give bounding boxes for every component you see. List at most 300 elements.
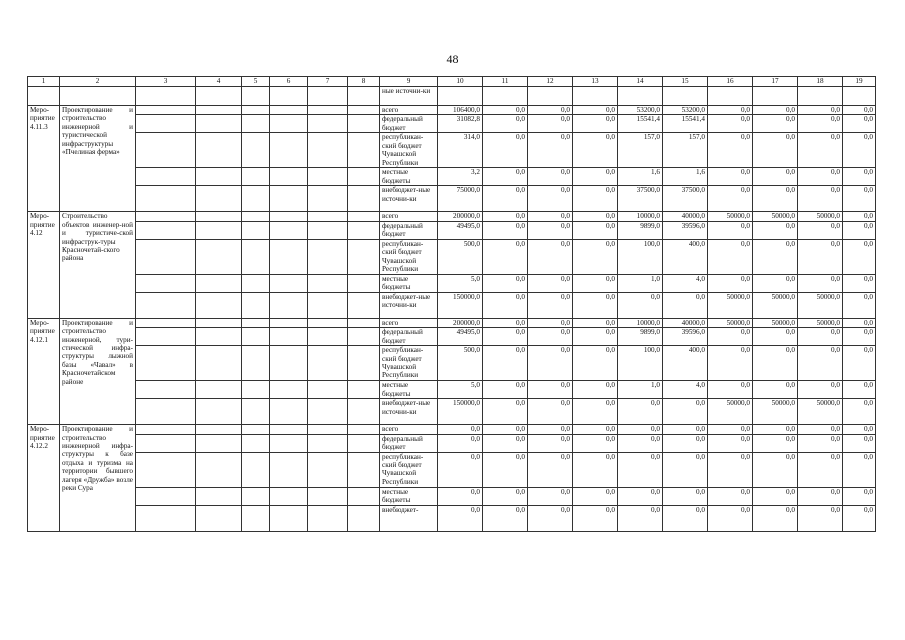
empty-cell [348, 239, 380, 274]
value-cell: 0,0 [528, 425, 573, 434]
value-cell: 40000,0 [663, 318, 708, 327]
empty-cell [242, 505, 270, 531]
activity-name-cell: Проектирование и строительство инженерной, тури-стической инфра-структуры лыжной базы «Чавал» в Красночетайском районе [60, 318, 136, 424]
empty-cell [308, 452, 348, 487]
column-number-cell: 12 [528, 77, 573, 87]
value-cell: 0,0 [843, 133, 876, 168]
value-cell: 0,0 [843, 221, 876, 239]
value-cell: 50000,0 [798, 212, 843, 221]
value-cell: 0,0 [798, 186, 843, 212]
value-cell: 0,0 [573, 505, 618, 531]
value-cell: 0,0 [798, 133, 843, 168]
value-cell: 0,0 [483, 381, 528, 399]
column-number-cell: 16 [708, 77, 753, 87]
value-cell [708, 87, 753, 106]
value-cell: 31082,8 [438, 115, 483, 133]
empty-cell [270, 106, 308, 115]
value-cell: 0,0 [528, 399, 573, 425]
empty-cell [242, 487, 270, 505]
empty-cell [348, 328, 380, 346]
funding-source-cell: республикан-ский бюджет Чувашской Республики [380, 346, 438, 381]
value-cell: 0,0 [753, 452, 798, 487]
empty-cell [270, 399, 308, 425]
value-cell: 53200,0 [663, 106, 708, 115]
funding-source-cell: местные бюджеты [380, 168, 438, 186]
value-cell: 37500,0 [663, 186, 708, 212]
value-cell [843, 87, 876, 106]
funding-source-cell: федеральный бюджет [380, 221, 438, 239]
value-cell: 0,0 [483, 487, 528, 505]
value-cell: 0,0 [438, 434, 483, 452]
value-cell: 0,0 [528, 221, 573, 239]
value-cell: 0,0 [798, 106, 843, 115]
value-cell: 0,0 [573, 239, 618, 274]
value-cell: 5,0 [438, 274, 483, 292]
value-cell: 0,0 [708, 381, 753, 399]
column-number-cell: 14 [618, 77, 663, 87]
empty-cell [270, 168, 308, 186]
value-cell: 0,0 [798, 434, 843, 452]
value-cell [798, 87, 843, 106]
value-cell [663, 87, 708, 106]
empty-cell [348, 487, 380, 505]
empty-cell [348, 106, 380, 115]
empty-cell [196, 106, 242, 115]
funding-source-cell: внебюджет- [380, 505, 438, 531]
value-cell: 0,0 [573, 487, 618, 505]
empty-cell [270, 346, 308, 381]
value-cell: 0,0 [573, 292, 618, 318]
empty-cell [308, 505, 348, 531]
value-cell [438, 87, 483, 106]
column-number-row [28, 77, 876, 87]
value-cell: 0,0 [843, 115, 876, 133]
empty-cell [348, 221, 380, 239]
funding-source-cell: республикан-ский бюджет Чувашской Республики [380, 133, 438, 168]
empty-cell [270, 434, 308, 452]
value-cell: 50000,0 [708, 212, 753, 221]
value-cell: 0,0 [708, 133, 753, 168]
empty-cell [270, 452, 308, 487]
empty-cell [242, 133, 270, 168]
column-number-cell: 1 [28, 77, 60, 87]
empty-cell [136, 274, 196, 292]
value-cell: 5,0 [438, 381, 483, 399]
empty-cell [196, 168, 242, 186]
value-cell: 150000,0 [438, 399, 483, 425]
empty-cell [270, 133, 308, 168]
column-number-cell: 10 [438, 77, 483, 87]
table-row [28, 346, 876, 381]
value-cell: 0,0 [528, 505, 573, 531]
empty-cell [242, 212, 270, 221]
table-row [28, 487, 876, 505]
value-cell: 0,0 [483, 318, 528, 327]
value-cell: 50000,0 [798, 292, 843, 318]
value-cell: 100,0 [618, 239, 663, 274]
value-cell: 0,0 [843, 434, 876, 452]
empty-cell [348, 212, 380, 221]
value-cell: 0,0 [483, 186, 528, 212]
empty-cell [196, 452, 242, 487]
column-number-cell: 2 [60, 77, 136, 87]
value-cell: 0,0 [528, 292, 573, 318]
value-cell: 0,0 [483, 434, 528, 452]
funding-source-cell: внебюджет-ные источни-ки [380, 292, 438, 318]
value-cell: 0,0 [483, 328, 528, 346]
empty-cell [270, 186, 308, 212]
empty-cell [196, 346, 242, 381]
empty-cell [348, 452, 380, 487]
table-row [28, 221, 876, 239]
empty-cell [242, 381, 270, 399]
value-cell: 0,0 [798, 381, 843, 399]
value-cell: 10000,0 [618, 212, 663, 221]
value-cell: 0,0 [708, 346, 753, 381]
value-cell [528, 87, 573, 106]
value-cell: 0,0 [843, 381, 876, 399]
table-row [28, 168, 876, 186]
empty-cell [136, 239, 196, 274]
empty-cell [136, 452, 196, 487]
value-cell: 0,0 [843, 328, 876, 346]
empty-cell [308, 221, 348, 239]
empty-cell [348, 434, 380, 452]
value-cell: 0,0 [483, 346, 528, 381]
empty-cell [270, 425, 308, 434]
value-cell: 314,0 [438, 133, 483, 168]
value-cell: 0,0 [708, 221, 753, 239]
empty-cell [136, 115, 196, 133]
value-cell: 4,0 [663, 274, 708, 292]
value-cell: 0,0 [798, 274, 843, 292]
column-number-cell: 8 [348, 77, 380, 87]
value-cell: 0,0 [663, 434, 708, 452]
empty-cell [270, 328, 308, 346]
value-cell: 157,0 [663, 133, 708, 168]
empty-cell [136, 186, 196, 212]
value-cell: 0,0 [573, 274, 618, 292]
value-cell: 0,0 [528, 381, 573, 399]
empty-cell [242, 292, 270, 318]
empty-cell [242, 399, 270, 425]
value-cell: 0,0 [843, 186, 876, 212]
value-cell: 157,0 [618, 133, 663, 168]
column-number-cell: 3 [136, 77, 196, 87]
table-row [28, 452, 876, 487]
value-cell: 0,0 [618, 292, 663, 318]
value-cell: 0,0 [528, 106, 573, 115]
empty-cell [242, 434, 270, 452]
value-cell: 0,0 [708, 452, 753, 487]
value-cell: 0,0 [708, 425, 753, 434]
value-cell: 0,0 [753, 133, 798, 168]
value-cell: 0,0 [753, 434, 798, 452]
value-cell [573, 87, 618, 106]
value-cell: 0,0 [618, 452, 663, 487]
value-cell: 0,0 [573, 381, 618, 399]
value-cell: 0,0 [843, 239, 876, 274]
empty-cell [270, 239, 308, 274]
value-cell: 0,0 [843, 212, 876, 221]
empty-cell [196, 425, 242, 434]
empty-cell [308, 425, 348, 434]
table-row [28, 505, 876, 531]
value-cell: 0,0 [483, 168, 528, 186]
value-cell: 50000,0 [798, 318, 843, 327]
value-cell: 0,0 [798, 221, 843, 239]
empty-cell [270, 115, 308, 133]
empty-cell [196, 399, 242, 425]
value-cell: 0,0 [618, 505, 663, 531]
empty-cell [242, 87, 270, 106]
value-cell: 0,0 [798, 115, 843, 133]
value-cell: 0,0 [663, 452, 708, 487]
column-number-cell: 7 [308, 77, 348, 87]
value-cell: 0,0 [573, 106, 618, 115]
value-cell: 0,0 [753, 115, 798, 133]
table-row [28, 328, 876, 346]
empty-cell [242, 452, 270, 487]
funding-source-cell: федеральный бюджет [380, 328, 438, 346]
value-cell: 0,0 [708, 168, 753, 186]
value-cell: 0,0 [753, 328, 798, 346]
value-cell: 0,0 [573, 133, 618, 168]
value-cell: 0,0 [843, 487, 876, 505]
value-cell: 0,0 [843, 318, 876, 327]
value-cell: 0,0 [573, 168, 618, 186]
value-cell: 0,0 [708, 239, 753, 274]
empty-cell [136, 106, 196, 115]
empty-cell [348, 87, 380, 106]
empty-cell [196, 133, 242, 168]
empty-cell [348, 115, 380, 133]
value-cell: 0,0 [753, 381, 798, 399]
value-cell: 0,0 [753, 168, 798, 186]
value-cell: 0,0 [843, 168, 876, 186]
funding-source-cell: всего [380, 212, 438, 221]
value-cell: 0,0 [483, 106, 528, 115]
value-cell: 0,0 [483, 292, 528, 318]
empty-cell [242, 221, 270, 239]
empty-cell [308, 434, 348, 452]
empty-cell [242, 239, 270, 274]
value-cell: 40000,0 [663, 212, 708, 221]
value-cell: 0,0 [618, 399, 663, 425]
value-cell: 0,0 [843, 106, 876, 115]
column-number-cell: 5 [242, 77, 270, 87]
activity-code-cell: Меро-приятие 4.12 [28, 212, 60, 318]
empty-cell [348, 425, 380, 434]
value-cell: 0,0 [843, 399, 876, 425]
empty-cell [308, 318, 348, 327]
empty-cell [60, 87, 136, 106]
empty-cell [242, 425, 270, 434]
table-row [28, 425, 876, 434]
funding-source-cell: местные бюджеты [380, 381, 438, 399]
empty-cell [270, 274, 308, 292]
empty-cell [308, 212, 348, 221]
value-cell: 0,0 [753, 505, 798, 531]
value-cell: 10000,0 [618, 318, 663, 327]
empty-cell [308, 381, 348, 399]
value-cell: 0,0 [573, 346, 618, 381]
empty-cell [308, 274, 348, 292]
empty-cell [308, 87, 348, 106]
value-cell: 39596,0 [663, 328, 708, 346]
value-cell: 0,0 [528, 487, 573, 505]
value-cell: 50000,0 [708, 399, 753, 425]
empty-cell [136, 425, 196, 434]
empty-cell [242, 274, 270, 292]
empty-cell [136, 221, 196, 239]
empty-cell [348, 186, 380, 212]
column-number-cell: 19 [843, 77, 876, 87]
value-cell: 9899,0 [618, 221, 663, 239]
value-cell: 0,0 [798, 487, 843, 505]
funding-source-cell: всего [380, 425, 438, 434]
empty-cell [270, 487, 308, 505]
empty-cell [308, 487, 348, 505]
value-cell: 0,0 [663, 399, 708, 425]
funding-source-cell: республикан-ский бюджет Чувашской Республики [380, 239, 438, 274]
value-cell: 0,0 [708, 115, 753, 133]
funding-source-cell: федеральный бюджет [380, 434, 438, 452]
empty-cell [348, 292, 380, 318]
value-cell: 0,0 [573, 115, 618, 133]
empty-cell [308, 239, 348, 274]
empty-cell [196, 212, 242, 221]
value-cell: 50000,0 [708, 318, 753, 327]
empty-cell [196, 274, 242, 292]
empty-cell [136, 168, 196, 186]
empty-cell [196, 487, 242, 505]
funding-source-cell: всего [380, 318, 438, 327]
value-cell: 0,0 [753, 106, 798, 115]
table-row [28, 133, 876, 168]
column-number-cell: 6 [270, 77, 308, 87]
value-cell: 0,0 [843, 274, 876, 292]
value-cell: 0,0 [663, 292, 708, 318]
empty-cell [136, 318, 196, 327]
empty-cell [136, 87, 196, 106]
empty-cell [196, 221, 242, 239]
empty-cell [308, 328, 348, 346]
value-cell: 0,0 [573, 434, 618, 452]
value-cell: 0,0 [663, 505, 708, 531]
value-cell: 0,0 [483, 425, 528, 434]
activity-code-cell: Меро-приятие 4.11.3 [28, 106, 60, 212]
column-number-cell: 9 [380, 77, 438, 87]
value-cell: 0,0 [843, 292, 876, 318]
value-cell: 0,0 [573, 399, 618, 425]
empty-cell [242, 168, 270, 186]
column-number-cell: 13 [573, 77, 618, 87]
value-cell: 100,0 [618, 346, 663, 381]
empty-cell [308, 106, 348, 115]
value-cell: 4,0 [663, 381, 708, 399]
value-cell: 49495,0 [438, 221, 483, 239]
empty-cell [136, 212, 196, 221]
empty-cell [308, 346, 348, 381]
value-cell: 500,0 [438, 239, 483, 274]
column-number-cell: 15 [663, 77, 708, 87]
table-row [28, 239, 876, 274]
empty-cell [196, 186, 242, 212]
empty-cell [136, 434, 196, 452]
table-row [28, 274, 876, 292]
value-cell: 0,0 [528, 452, 573, 487]
value-cell: 50000,0 [753, 399, 798, 425]
empty-cell [270, 221, 308, 239]
value-cell: 0,0 [528, 115, 573, 133]
empty-cell [308, 399, 348, 425]
activity-name-cell: Проектирование и строительство инженерной инфра-структуры к базе отдыха и туризма на территории бывшего лагеря «Дружба» возле реки Сура [60, 425, 136, 531]
table-row [28, 399, 876, 425]
value-cell: 0,0 [573, 221, 618, 239]
empty-cell [270, 292, 308, 318]
value-cell: 50000,0 [708, 292, 753, 318]
empty-cell [348, 168, 380, 186]
empty-cell [242, 346, 270, 381]
empty-cell [242, 318, 270, 327]
value-cell: 0,0 [528, 434, 573, 452]
empty-cell [308, 133, 348, 168]
funding-source-cell: федеральный бюджет [380, 115, 438, 133]
empty-cell [242, 186, 270, 212]
empty-cell [308, 292, 348, 318]
value-cell: 0,0 [438, 452, 483, 487]
empty-cell [348, 318, 380, 327]
empty-cell [196, 381, 242, 399]
value-cell: 0,0 [708, 274, 753, 292]
funding-source-cell: местные бюджеты [380, 487, 438, 505]
value-cell: 106400,0 [438, 106, 483, 115]
value-cell: 53200,0 [618, 106, 663, 115]
empty-cell [348, 381, 380, 399]
value-cell: 0,0 [618, 425, 663, 434]
funding-source-cell: республикан-ский бюджет Чувашской Республики [380, 452, 438, 487]
empty-cell [136, 399, 196, 425]
value-cell: 0,0 [708, 328, 753, 346]
empty-cell [348, 399, 380, 425]
value-cell: 0,0 [843, 425, 876, 434]
value-cell: 0,0 [528, 239, 573, 274]
value-cell: 400,0 [663, 239, 708, 274]
value-cell: 0,0 [528, 168, 573, 186]
value-cell: 0,0 [708, 186, 753, 212]
value-cell: 0,0 [753, 239, 798, 274]
page-number: 48 [446, 52, 459, 66]
value-cell: 0,0 [528, 274, 573, 292]
value-cell: 200000,0 [438, 212, 483, 221]
value-cell: 0,0 [843, 505, 876, 531]
table-row [28, 186, 876, 212]
value-cell: 0,0 [573, 452, 618, 487]
value-cell: 0,0 [483, 133, 528, 168]
value-cell: 0,0 [798, 346, 843, 381]
column-number-cell: 4 [196, 77, 242, 87]
table-row [28, 292, 876, 318]
empty-cell [348, 133, 380, 168]
value-cell: 0,0 [753, 186, 798, 212]
value-cell: 0,0 [708, 106, 753, 115]
empty-cell [270, 212, 308, 221]
funding-source-cell: всего [380, 106, 438, 115]
value-cell: 0,0 [753, 346, 798, 381]
empty-cell [196, 87, 242, 106]
value-cell: 0,0 [798, 452, 843, 487]
